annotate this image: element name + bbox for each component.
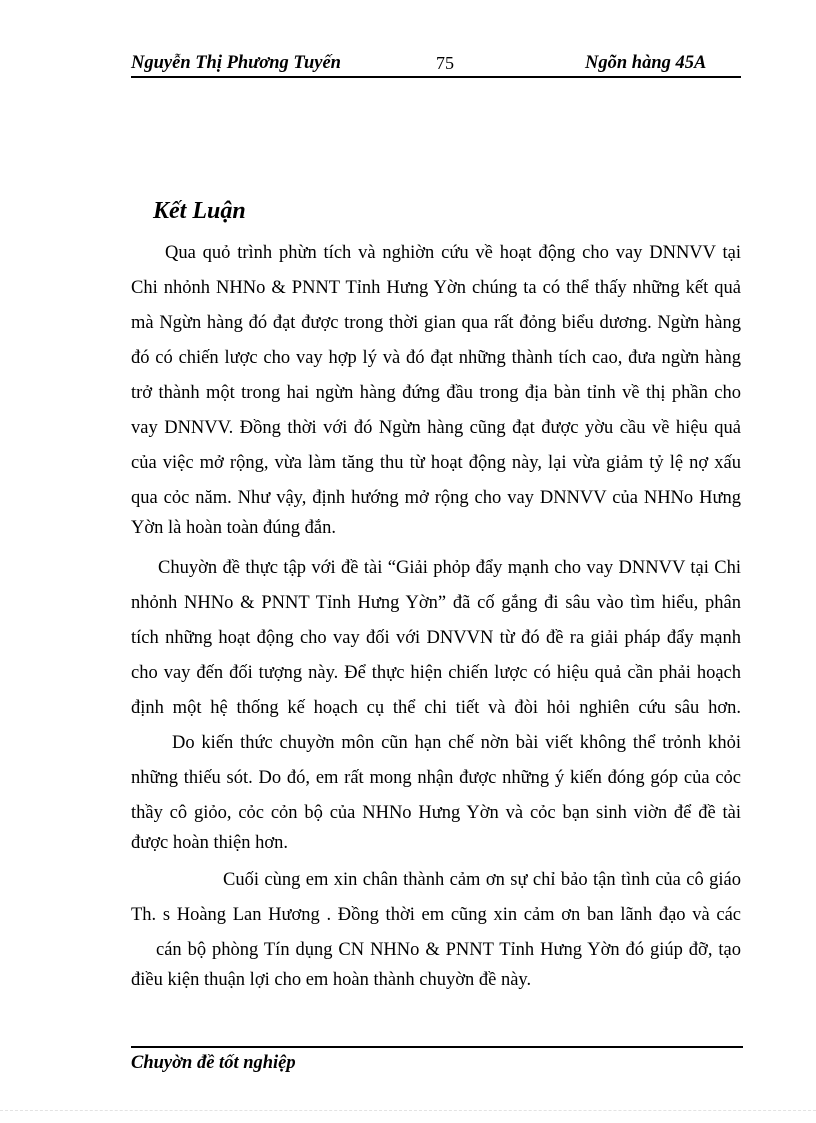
text-line: Chuyờn đề thực tập với đề tài “Giải phỏp đẩy mạnh cho vay DNNVV tại Chi — [158, 558, 741, 578]
text-line: Chi nhỏnh NHNo & PNNT Tỉnh Hưng Yờn chúng ta có thể thấy những kết quả — [131, 278, 741, 298]
text-line: của việc mở rộng, vừa làm tăng thu từ hoạt động này, lại vừa giảm tỷ lệ nợ xấu — [131, 453, 741, 473]
header-rule — [131, 76, 741, 78]
text-line: Yờn là hoàn toàn đúng đắn. — [131, 518, 337, 538]
text-line: qua cỏc năm. Như vậy, định hướng mở rộng cho vay DNNVV của NHNo Hưng — [131, 488, 741, 508]
text-line: cho vay đến đối tượng này. Để thực hiện chiến lược có hiệu quả cần phải hoạch — [131, 663, 741, 683]
text-line: mà Ngừn hàng đó đạt được trong thời gian qua rất đỏng biểu dương. Ngừn hàng — [131, 313, 741, 333]
text-line: trở thành một trong hai ngừn hàng đứng đầu trong địa bàn tỉnh về thị phần cho — [131, 383, 741, 403]
text-line: thầy cô giỏo, cỏc cỏn bộ của NHNo Hưng Yờn và cỏc bạn sinh viờn để đề tài — [131, 803, 741, 823]
text-line: Th. s Hoàng Lan Hương . Đồng thời em cũng xin cảm ơn ban lãnh đạo và các — [131, 905, 741, 925]
text-line: định một hệ thống kế hoạch cụ thể chi tiết và đòi hỏi nghiên cứu sâu hơn. — [131, 698, 741, 718]
header-class-name: Ngõn hàng 45A — [585, 53, 707, 73]
text-line: vay DNNVV. Đồng thời với đó Ngừn hàng cũng đạt được yờu cầu về hiệu quả — [131, 418, 741, 438]
text-line: Cuối cùng em xin chân thành cảm ơn sự chỉ bảo tận tình của cô giáo — [223, 870, 741, 890]
text-line: được hoàn thiện hơn. — [131, 833, 289, 853]
text-line: những thiếu sót. Do đó, em rất mong nhận được những ý kiến đóng góp của cỏc — [131, 768, 741, 788]
text-line: đó có chiến lược cho vay hợp lý và đó đạt những thành tích cao, đưa ngừn hàng — [131, 348, 741, 368]
text-line: tích những hoạt động cho vay đối với DNVVN từ đó đề ra giải pháp đẩy mạnh — [131, 628, 741, 648]
text-line: Do kiến thức chuyờn môn cũn hạn chế nờn bài viết không thể trỏnh khỏi — [172, 733, 741, 753]
text-line: điều kiện thuận lợi cho em hoàn thành chuyờn đề này. — [131, 970, 532, 990]
footer-rule — [131, 1046, 743, 1048]
text-line: nhỏnh NHNo & PNNT Tỉnh Hưng Yờn” đã cố gắng đi sâu vào tìm hiểu, phân — [131, 593, 741, 613]
section-title: Kết Luận — [153, 198, 246, 224]
page-edge-divider — [0, 1110, 816, 1111]
footer-label: Chuyờn đề tốt nghiệp — [131, 1053, 296, 1073]
text-line: cán bộ phòng Tín dụng CN NHNo & PNNT Tỉnh Hưng Yờn đó giúp đỡ, tạo — [156, 940, 741, 960]
page-number: 75 — [436, 53, 454, 73]
text-line: Qua quỏ trình phừn tích và nghiờn cứu về hoạt động cho vay DNNVV tại — [165, 243, 741, 263]
header-author: Nguyễn Thị Phương Tuyến — [131, 53, 341, 73]
